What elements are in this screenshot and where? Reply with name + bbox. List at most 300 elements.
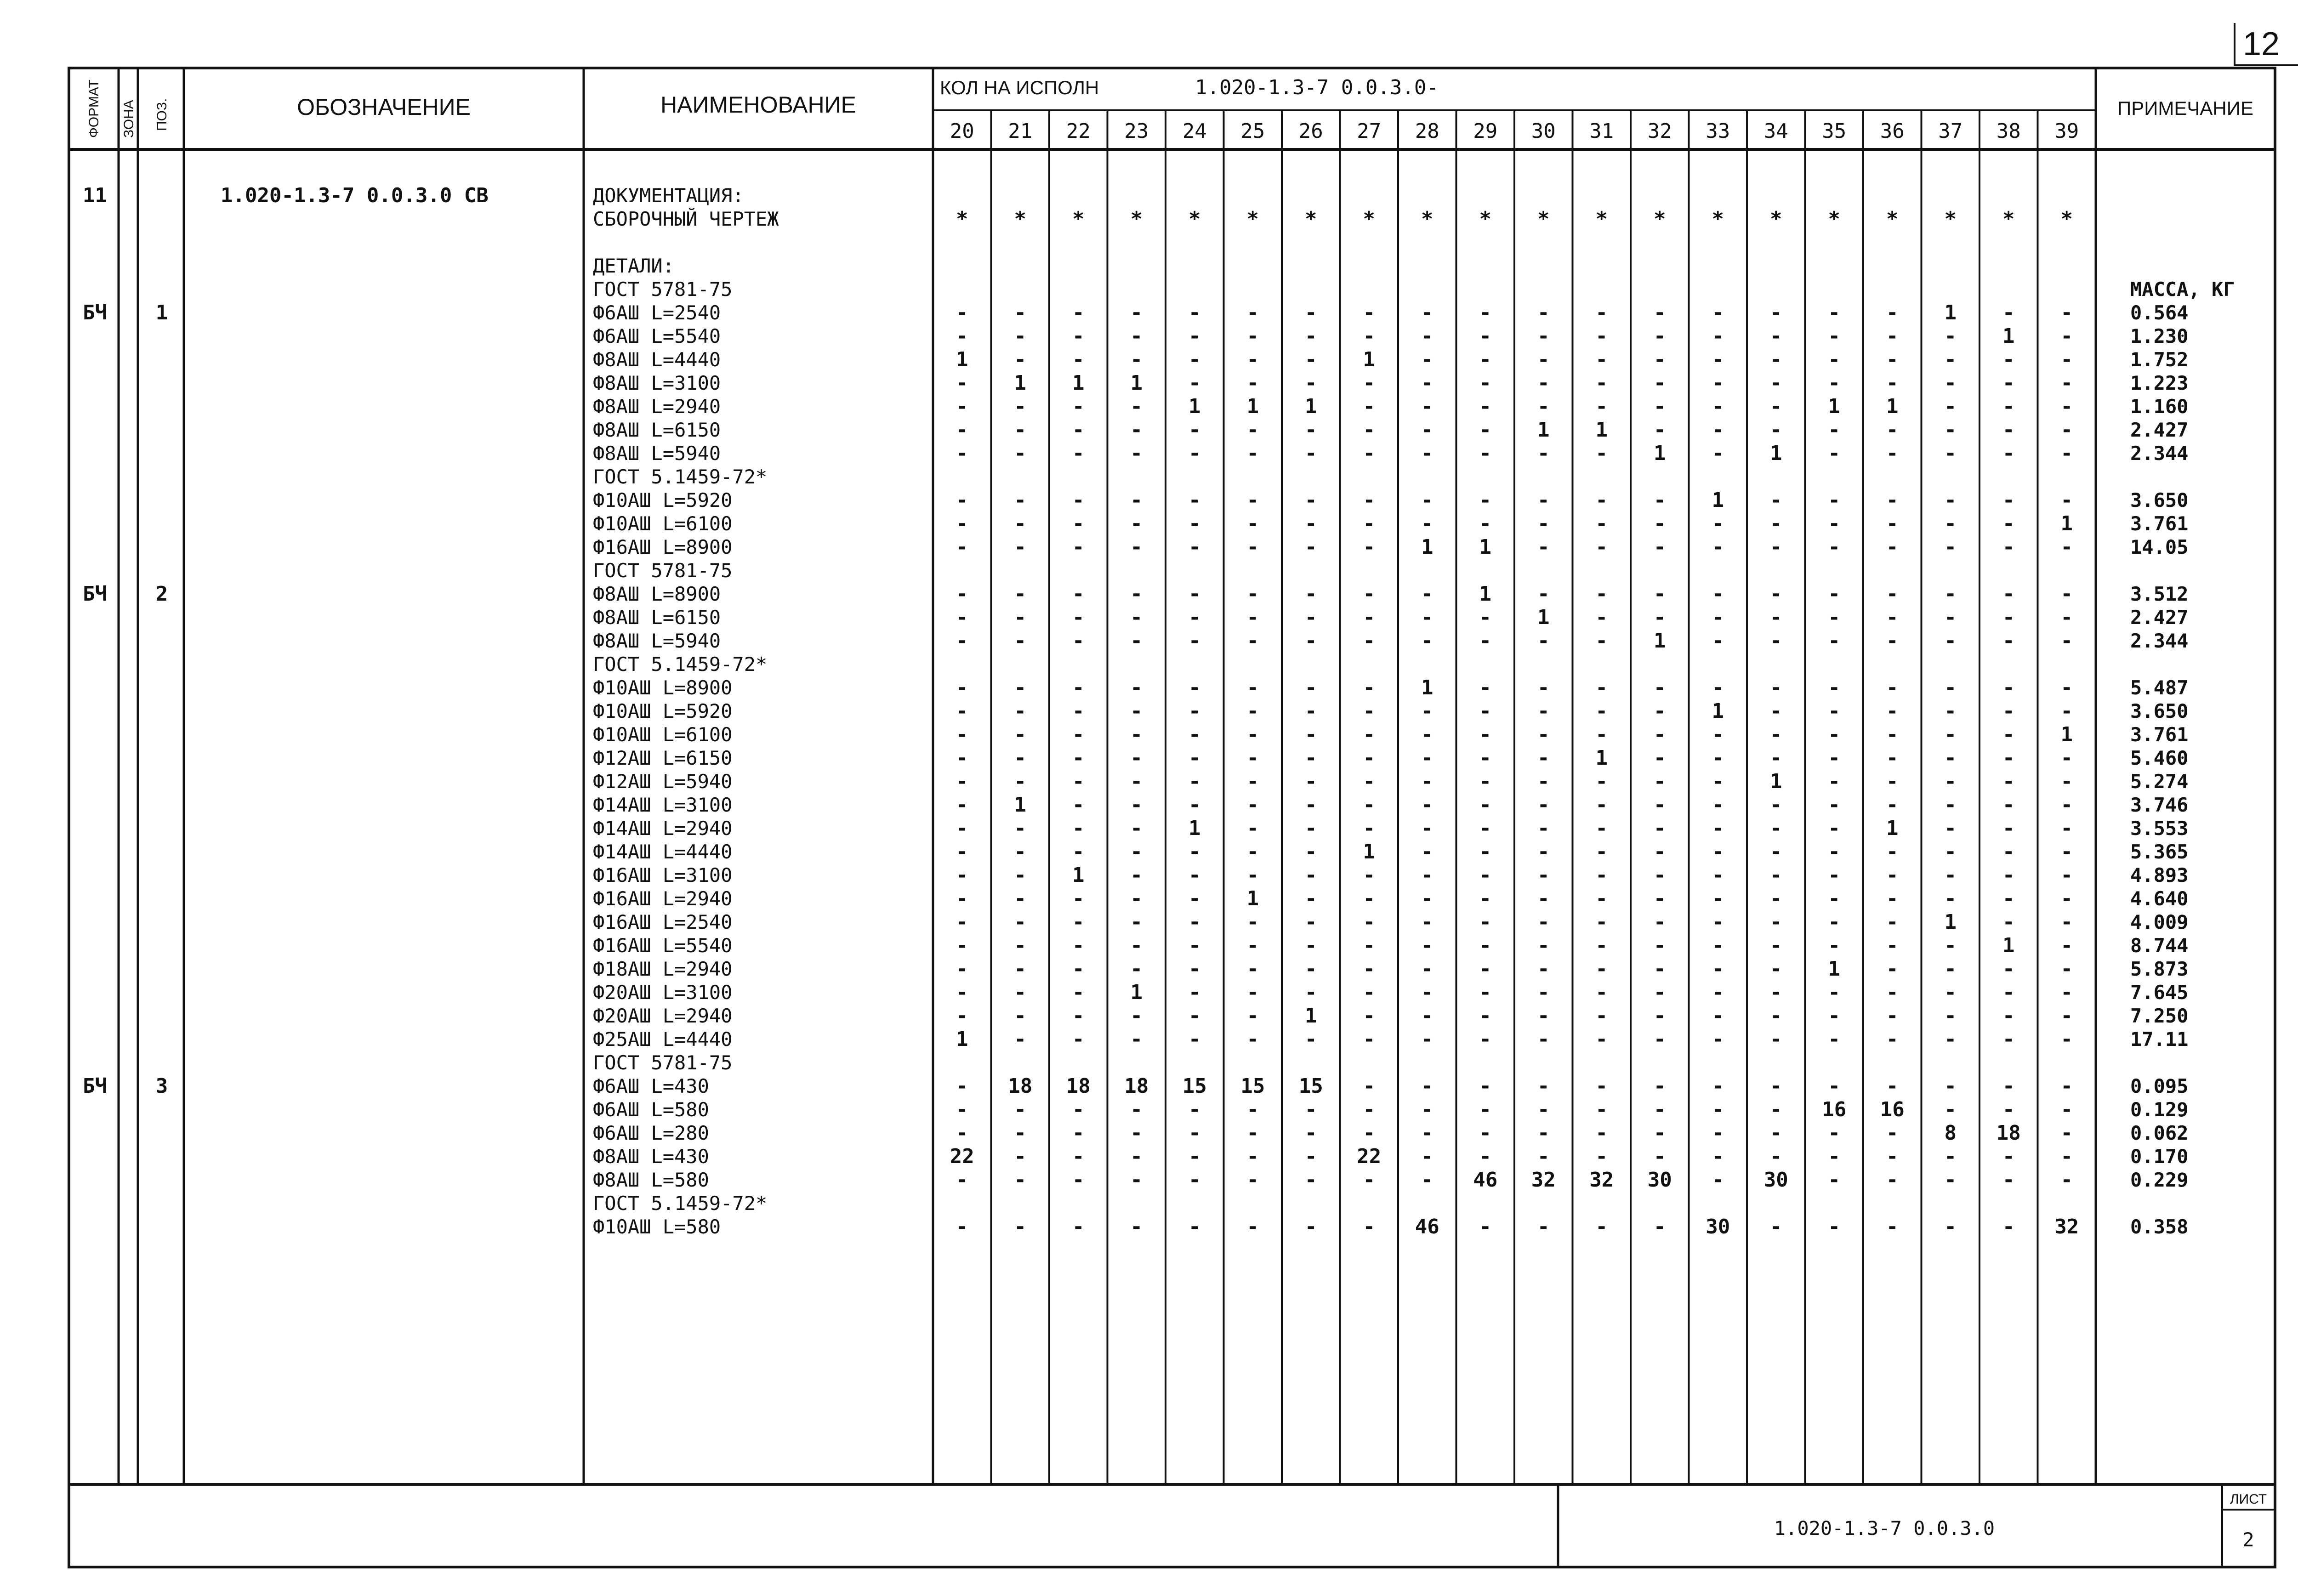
qty-cell: -	[1770, 887, 1782, 910]
qty-cell: -	[956, 676, 968, 699]
qty-cell: -	[956, 981, 968, 1004]
qty-cell: -	[1363, 676, 1375, 699]
qty-cell: -	[1770, 582, 1782, 606]
qty-cell: 1	[1886, 395, 1899, 418]
qty-cell: -	[1479, 676, 1491, 699]
qty-cell: 1	[1712, 488, 1724, 512]
note-cell: 0.358	[2130, 1215, 2189, 1238]
qty-cell: -	[1770, 418, 1782, 442]
qty-cell: -	[1189, 1168, 1201, 1192]
qty-cell: -	[1712, 723, 1724, 746]
variant-header: 30	[1531, 119, 1556, 143]
qty-cell: -	[1944, 1004, 1957, 1028]
qty-cell: 1	[1479, 582, 1491, 606]
qty-cell: -	[1712, 442, 1724, 465]
name-cell: ГОСТ 5781-75	[593, 1051, 733, 1074]
qty-cell: -	[1130, 910, 1143, 934]
qty-cell: -	[1363, 606, 1375, 629]
qty-cell: 1	[1944, 301, 1957, 324]
qty-cell: -	[1770, 488, 1782, 512]
name-cell: Ф14АШ L=4440	[593, 841, 733, 863]
qty-cell: -	[1189, 301, 1201, 324]
qty-cell: -	[1479, 746, 1491, 770]
qty-cell: -	[1189, 606, 1201, 629]
qty-cell: -	[1537, 910, 1550, 934]
note-cell: 4.893	[2130, 864, 2189, 886]
qty-cell: -	[1246, 324, 1259, 348]
qty-cell: -	[1537, 863, 1550, 887]
qty-cell: -	[1537, 512, 1550, 535]
qty-cell: -	[1828, 606, 1840, 629]
qty-cell: -	[956, 934, 968, 957]
qty-cell: -	[1014, 1168, 1026, 1192]
qty-cell: -	[1770, 324, 1782, 348]
pos-header: ПОЗ.	[154, 98, 170, 131]
qty-cell: -	[1828, 1145, 1840, 1168]
qty-cell: -	[956, 582, 968, 606]
qty-cell: -	[1072, 676, 1085, 699]
qty-cell: 18	[1996, 1121, 2021, 1145]
qty-cell: 1	[1014, 371, 1026, 395]
qty-cell: -	[1770, 1215, 1782, 1238]
format-header: ФОРМАТ	[86, 80, 102, 138]
qty-cell: -	[1246, 676, 1259, 699]
qty-cell: -	[1014, 395, 1026, 418]
note-cell: 0.229	[2130, 1169, 2189, 1191]
variant-header: 37	[1938, 119, 1963, 143]
qty-cell: -	[2002, 395, 2015, 418]
qty-cell: -	[956, 418, 968, 442]
qty-cell: *	[2060, 207, 2073, 231]
qty-cell: -	[1363, 746, 1375, 770]
note-cell: 4.009	[2130, 911, 2189, 933]
qty-cell: -	[1421, 699, 1433, 723]
name-cell: Ф6АШ L=5540	[593, 325, 721, 347]
qty-cell: -	[956, 723, 968, 746]
qty-cell: -	[1479, 957, 1491, 981]
qty-cell: -	[1828, 442, 1840, 465]
qty-cell: 30	[1647, 1168, 1672, 1192]
qty-cell: -	[2060, 629, 2073, 653]
qty-cell: -	[2060, 324, 2073, 348]
qty-cell: -	[1072, 699, 1085, 723]
qty-cell: -	[1712, 1145, 1724, 1168]
note-cell: 0.095	[2130, 1075, 2189, 1097]
qty-cell: 1	[1886, 817, 1899, 840]
designation-header: ОБОЗНАЧЕНИЕ	[297, 94, 471, 120]
qty-cell: -	[1828, 699, 1840, 723]
qty-cell: -	[1595, 676, 1608, 699]
qty-cell: -	[1828, 418, 1840, 442]
note-cell: 3.761	[2130, 512, 2189, 535]
qty-cell: -	[1421, 770, 1433, 793]
name-cell: Ф10АШ L=5920	[593, 489, 733, 511]
qty-cell: -	[956, 1121, 968, 1145]
note-cell: 2.427	[2130, 606, 2189, 629]
qty-cell: -	[1421, 840, 1433, 863]
qty-cell: 1	[1305, 1004, 1317, 1028]
qty-cell: -	[1654, 723, 1666, 746]
qty-cell: -	[1246, 301, 1259, 324]
qty-cell: *	[1770, 207, 1782, 231]
qty-cell: -	[1421, 723, 1433, 746]
qty-cell: -	[956, 442, 968, 465]
variant-header: 26	[1298, 119, 1323, 143]
qty-cell: -	[1072, 395, 1085, 418]
qty-cell: -	[1072, 910, 1085, 934]
qty-cell: -	[1595, 770, 1608, 793]
qty-cell: -	[1944, 418, 1957, 442]
qty-cell: -	[1421, 863, 1433, 887]
qty-cell: -	[1770, 512, 1782, 535]
qty-cell: -	[956, 910, 968, 934]
qty-cell: -	[1595, 324, 1608, 348]
qty-cell: -	[1828, 371, 1840, 395]
qty-cell: -	[2002, 418, 2015, 442]
qty-cell: -	[1886, 910, 1899, 934]
qty-cell: -	[1246, 934, 1259, 957]
name-cell: ГОСТ 5781-75	[593, 278, 733, 301]
qty-cell: -	[1654, 512, 1666, 535]
qty-cell: -	[1014, 1004, 1026, 1028]
qty-cell: -	[1595, 395, 1608, 418]
name-cell: Ф16АШ L=2940	[593, 887, 733, 910]
qty-cell: -	[1305, 488, 1317, 512]
name-cell: Ф20АШ L=3100	[593, 981, 733, 1004]
qty-cell: 1	[1595, 418, 1608, 442]
qty-cell: -	[1072, 324, 1085, 348]
qty-cell: -	[1072, 1145, 1085, 1168]
qty-cell: -	[956, 793, 968, 817]
name-cell: Ф8АШ L=5940	[593, 630, 721, 652]
variant-header: 38	[1996, 119, 2021, 143]
name-cell: ДОКУМЕНТАЦИЯ:	[593, 184, 744, 207]
qty-cell: -	[2060, 1145, 2073, 1168]
qty-cell: *	[1944, 207, 1957, 231]
variant-header: 29	[1473, 119, 1498, 143]
qty-cell: -	[1886, 629, 1899, 653]
qty-cell: -	[1189, 629, 1201, 653]
qty-cell: -	[1770, 793, 1782, 817]
qty-cell: -	[1770, 817, 1782, 840]
qty-cell: -	[1595, 840, 1608, 863]
qty-cell: -	[1886, 699, 1899, 723]
qty-cell: -	[1479, 910, 1491, 934]
qty-cell: -	[1479, 887, 1491, 910]
qty-cell: 32	[2054, 1215, 2079, 1238]
qty-cell: -	[2060, 488, 2073, 512]
qty-cell: 1	[1712, 699, 1724, 723]
qty-cell: -	[1189, 348, 1201, 371]
qty-cell: -	[1712, 606, 1724, 629]
name-cell: Ф10АШ L=5920	[593, 700, 733, 722]
qty-cell: -	[1886, 582, 1899, 606]
qty-cell: -	[1246, 957, 1259, 981]
qty-cell: -	[1363, 699, 1375, 723]
qty-cell: -	[1595, 535, 1608, 559]
qty-cell: -	[1305, 676, 1317, 699]
qty-cell: -	[1305, 324, 1317, 348]
qty-cell: 30	[1763, 1168, 1788, 1192]
qty-cell: -	[1595, 723, 1608, 746]
qty-cell: -	[1421, 418, 1433, 442]
qty-cell: -	[1189, 746, 1201, 770]
note-cell: 5.274	[2130, 770, 2189, 793]
qty-cell: -	[1654, 746, 1666, 770]
name-cell: Ф8АШ L=6150	[593, 606, 721, 629]
note-cell: 7.250	[2130, 1005, 2189, 1027]
qty-cell: -	[1421, 442, 1433, 465]
qty-cell: -	[1944, 770, 1957, 793]
qty-cell: -	[1421, 488, 1433, 512]
qty-cell: -	[1246, 981, 1259, 1004]
variant-header: 33	[1706, 119, 1730, 143]
qty-cell: -	[1246, 840, 1259, 863]
qty-cell: -	[1886, 442, 1899, 465]
qty-cell: -	[956, 488, 968, 512]
qty-cell: -	[1014, 442, 1026, 465]
qty-cell: -	[1479, 371, 1491, 395]
qty-cell: -	[1654, 699, 1666, 723]
qty-cell: -	[1828, 1121, 1840, 1145]
qty-cell: -	[1130, 582, 1143, 606]
variant-header: 36	[1880, 119, 1905, 143]
qty-cell: 1	[1828, 395, 1840, 418]
qty-cell: -	[1886, 301, 1899, 324]
note-cell: 0.170	[2130, 1145, 2189, 1168]
qty-cell: -	[1944, 1074, 1957, 1098]
qty-cell: -	[1712, 887, 1724, 910]
qty-cell: -	[1363, 910, 1375, 934]
name-cell: Ф8АШ L=5940	[593, 442, 721, 465]
qty-cell: -	[1072, 442, 1085, 465]
qty-cell: 18	[1124, 1074, 1149, 1098]
qty-cell: -	[1363, 793, 1375, 817]
qty-cell: -	[1072, 301, 1085, 324]
qty-cell: -	[1537, 723, 1550, 746]
qty-cell: -	[1944, 348, 1957, 371]
note-cell: 2.344	[2130, 630, 2189, 652]
qty-cell: -	[2060, 934, 2073, 957]
qty-cell: -	[1712, 582, 1724, 606]
qty-cell: -	[1421, 934, 1433, 957]
qty-cell: -	[1363, 1098, 1375, 1121]
qty-cell: -	[2002, 535, 2015, 559]
qty-cell: -	[1189, 535, 1201, 559]
qty-cell: -	[2060, 793, 2073, 817]
note-cell: 8.744	[2130, 934, 2189, 957]
qty-cell: -	[1828, 301, 1840, 324]
qty-cell: -	[1712, 418, 1724, 442]
qty-cell: -	[1770, 957, 1782, 981]
qty-cell: -	[1014, 348, 1026, 371]
qty-cell: -	[1770, 1098, 1782, 1121]
qty-cell: -	[1654, 301, 1666, 324]
qty-cell: -	[1828, 582, 1840, 606]
note-cell: 17.11	[2130, 1028, 2189, 1051]
name-cell: ГОСТ 5781-75	[593, 559, 733, 582]
qty-cell: *	[1014, 207, 1026, 231]
qty-cell: -	[1189, 934, 1201, 957]
qty-cell: -	[1595, 629, 1608, 653]
qty-cell: -	[1537, 324, 1550, 348]
qty-cell: -	[2002, 512, 2015, 535]
qty-cell: -	[1828, 840, 1840, 863]
qty-cell: -	[1479, 863, 1491, 887]
qty-cell: -	[1072, 1028, 1085, 1051]
qty-cell: -	[1014, 1145, 1026, 1168]
qty-cell: -	[1363, 957, 1375, 981]
pos-cell: 2	[155, 582, 168, 606]
qty-cell: -	[1246, 910, 1259, 934]
note-cell: 0.129	[2130, 1098, 2189, 1121]
qty-cell: -	[1130, 957, 1143, 981]
qty-cell: -	[2060, 1121, 2073, 1145]
qty-cell: -	[1363, 1215, 1375, 1238]
qty-cell: -	[1130, 676, 1143, 699]
qty-cell: -	[1537, 817, 1550, 840]
qty-cell: -	[1363, 863, 1375, 887]
qty-cell: -	[1130, 348, 1143, 371]
qty-cell: -	[1654, 957, 1666, 981]
qty-cell: -	[1305, 934, 1317, 957]
qty-cell: -	[1189, 699, 1201, 723]
qty-cell: -	[1479, 512, 1491, 535]
qty-cell: -	[1537, 1074, 1550, 1098]
qty-cell: -	[956, 535, 968, 559]
qty-cell: -	[1712, 793, 1724, 817]
qty-cell: -	[1828, 817, 1840, 840]
qty-cell: -	[1130, 770, 1143, 793]
qty-cell: -	[1189, 418, 1201, 442]
qty-cell: -	[1944, 371, 1957, 395]
qty-cell: -	[2002, 442, 2015, 465]
qty-cell: -	[1712, 770, 1724, 793]
qty-cell: 15	[1240, 1074, 1265, 1098]
qty-cell: -	[1537, 1121, 1550, 1145]
qty-cell: -	[1189, 582, 1201, 606]
qty-cell: *	[1130, 207, 1143, 231]
qty-cell: -	[1014, 1121, 1026, 1145]
qty-cell: -	[956, 606, 968, 629]
qty-cell: -	[1828, 535, 1840, 559]
qty-cell: -	[1189, 1098, 1201, 1121]
qty-cell: -	[1246, 817, 1259, 840]
qty-cell: -	[1305, 371, 1317, 395]
note-cell: 3.746	[2130, 794, 2189, 816]
qty-cell: *	[1363, 207, 1375, 231]
qty-cell: -	[1595, 863, 1608, 887]
qty-cell: -	[1944, 488, 1957, 512]
qty-cell: -	[1072, 723, 1085, 746]
qty-cell: 1	[1246, 887, 1259, 910]
qty-cell: 18	[1008, 1074, 1033, 1098]
qty-cell: -	[1770, 863, 1782, 887]
qty-cell: -	[1246, 582, 1259, 606]
qty-cell: -	[1014, 863, 1026, 887]
qty-cell: -	[1305, 817, 1317, 840]
qty-cell: -	[1712, 371, 1724, 395]
zone-header: ЗОНА	[121, 100, 137, 138]
qty-cell: -	[1828, 1215, 1840, 1238]
qty-cell: 30	[1706, 1215, 1730, 1238]
qty-cell: -	[1014, 324, 1026, 348]
name-cell: Ф16АШ L=8900	[593, 536, 733, 558]
qty-cell: -	[1886, 676, 1899, 699]
qty-cell: -	[1363, 934, 1375, 957]
qty-cell: -	[1305, 1028, 1317, 1051]
qty-cell: -	[1479, 723, 1491, 746]
qty-cell: -	[1886, 348, 1899, 371]
qty-cell: *	[1537, 207, 1550, 231]
qty-cell: -	[1828, 348, 1840, 371]
qty-cell: -	[2060, 582, 2073, 606]
qty-cell: -	[1305, 535, 1317, 559]
qty-cell: -	[1479, 817, 1491, 840]
qty-cell: -	[2002, 1028, 2015, 1051]
name-header: НАИМЕНОВАНИЕ	[660, 92, 856, 118]
qty-cell: -	[1886, 934, 1899, 957]
qty-cell: -	[1014, 488, 1026, 512]
qty-cell: 15	[1182, 1074, 1207, 1098]
qty-cell: -	[1189, 887, 1201, 910]
qty-cell: 1	[1189, 817, 1201, 840]
qty-cell: -	[1537, 770, 1550, 793]
qty-cell: -	[1479, 1098, 1491, 1121]
qty-cell: -	[1305, 1145, 1317, 1168]
qty-cell: -	[1130, 1168, 1143, 1192]
qty-cell: -	[1537, 1098, 1550, 1121]
qty-cell: -	[1712, 1028, 1724, 1051]
qty-cell: -	[1595, 442, 1608, 465]
qty-cell: -	[1421, 301, 1433, 324]
qty-cell: -	[1654, 1145, 1666, 1168]
qty-cell: -	[1654, 887, 1666, 910]
qty-cell: -	[1828, 863, 1840, 887]
qty-cell: -	[1246, 629, 1259, 653]
qty-cell: -	[1944, 1168, 1957, 1192]
qty-cell: -	[1189, 770, 1201, 793]
qty-cell: -	[1828, 934, 1840, 957]
qty-cell: -	[2002, 887, 2015, 910]
qty-cell: -	[1421, 817, 1433, 840]
note-cell: 4.640	[2130, 887, 2189, 910]
qty-cell: -	[1654, 1121, 1666, 1145]
qty-cell: -	[1305, 629, 1317, 653]
name-cell: Ф16АШ L=5540	[593, 934, 733, 957]
qty-cell: -	[2060, 746, 2073, 770]
qty-cell: -	[1189, 512, 1201, 535]
qty-cell: -	[1770, 301, 1782, 324]
qty-cell: -	[956, 863, 968, 887]
qty-cell: -	[1595, 606, 1608, 629]
qty-cell: -	[1014, 1215, 1026, 1238]
name-cell: СБОРОЧНЫЙ ЧЕРТЕЖ	[593, 208, 779, 230]
qty-cell: -	[1654, 488, 1666, 512]
qty-cell: -	[1537, 746, 1550, 770]
qty-cell: -	[1130, 1215, 1143, 1238]
qty-cell: *	[1479, 207, 1491, 231]
qty-cell: -	[1537, 934, 1550, 957]
qty-cell: -	[2060, 910, 2073, 934]
qty-cell: -	[956, 512, 968, 535]
variant-header: 22	[1066, 119, 1091, 143]
qty-cell: -	[1479, 629, 1491, 653]
qty-cell: -	[1712, 840, 1724, 863]
qty-cell: -	[1363, 301, 1375, 324]
note-cell: 3.553	[2130, 817, 2189, 840]
qty-cell: -	[1595, 1098, 1608, 1121]
